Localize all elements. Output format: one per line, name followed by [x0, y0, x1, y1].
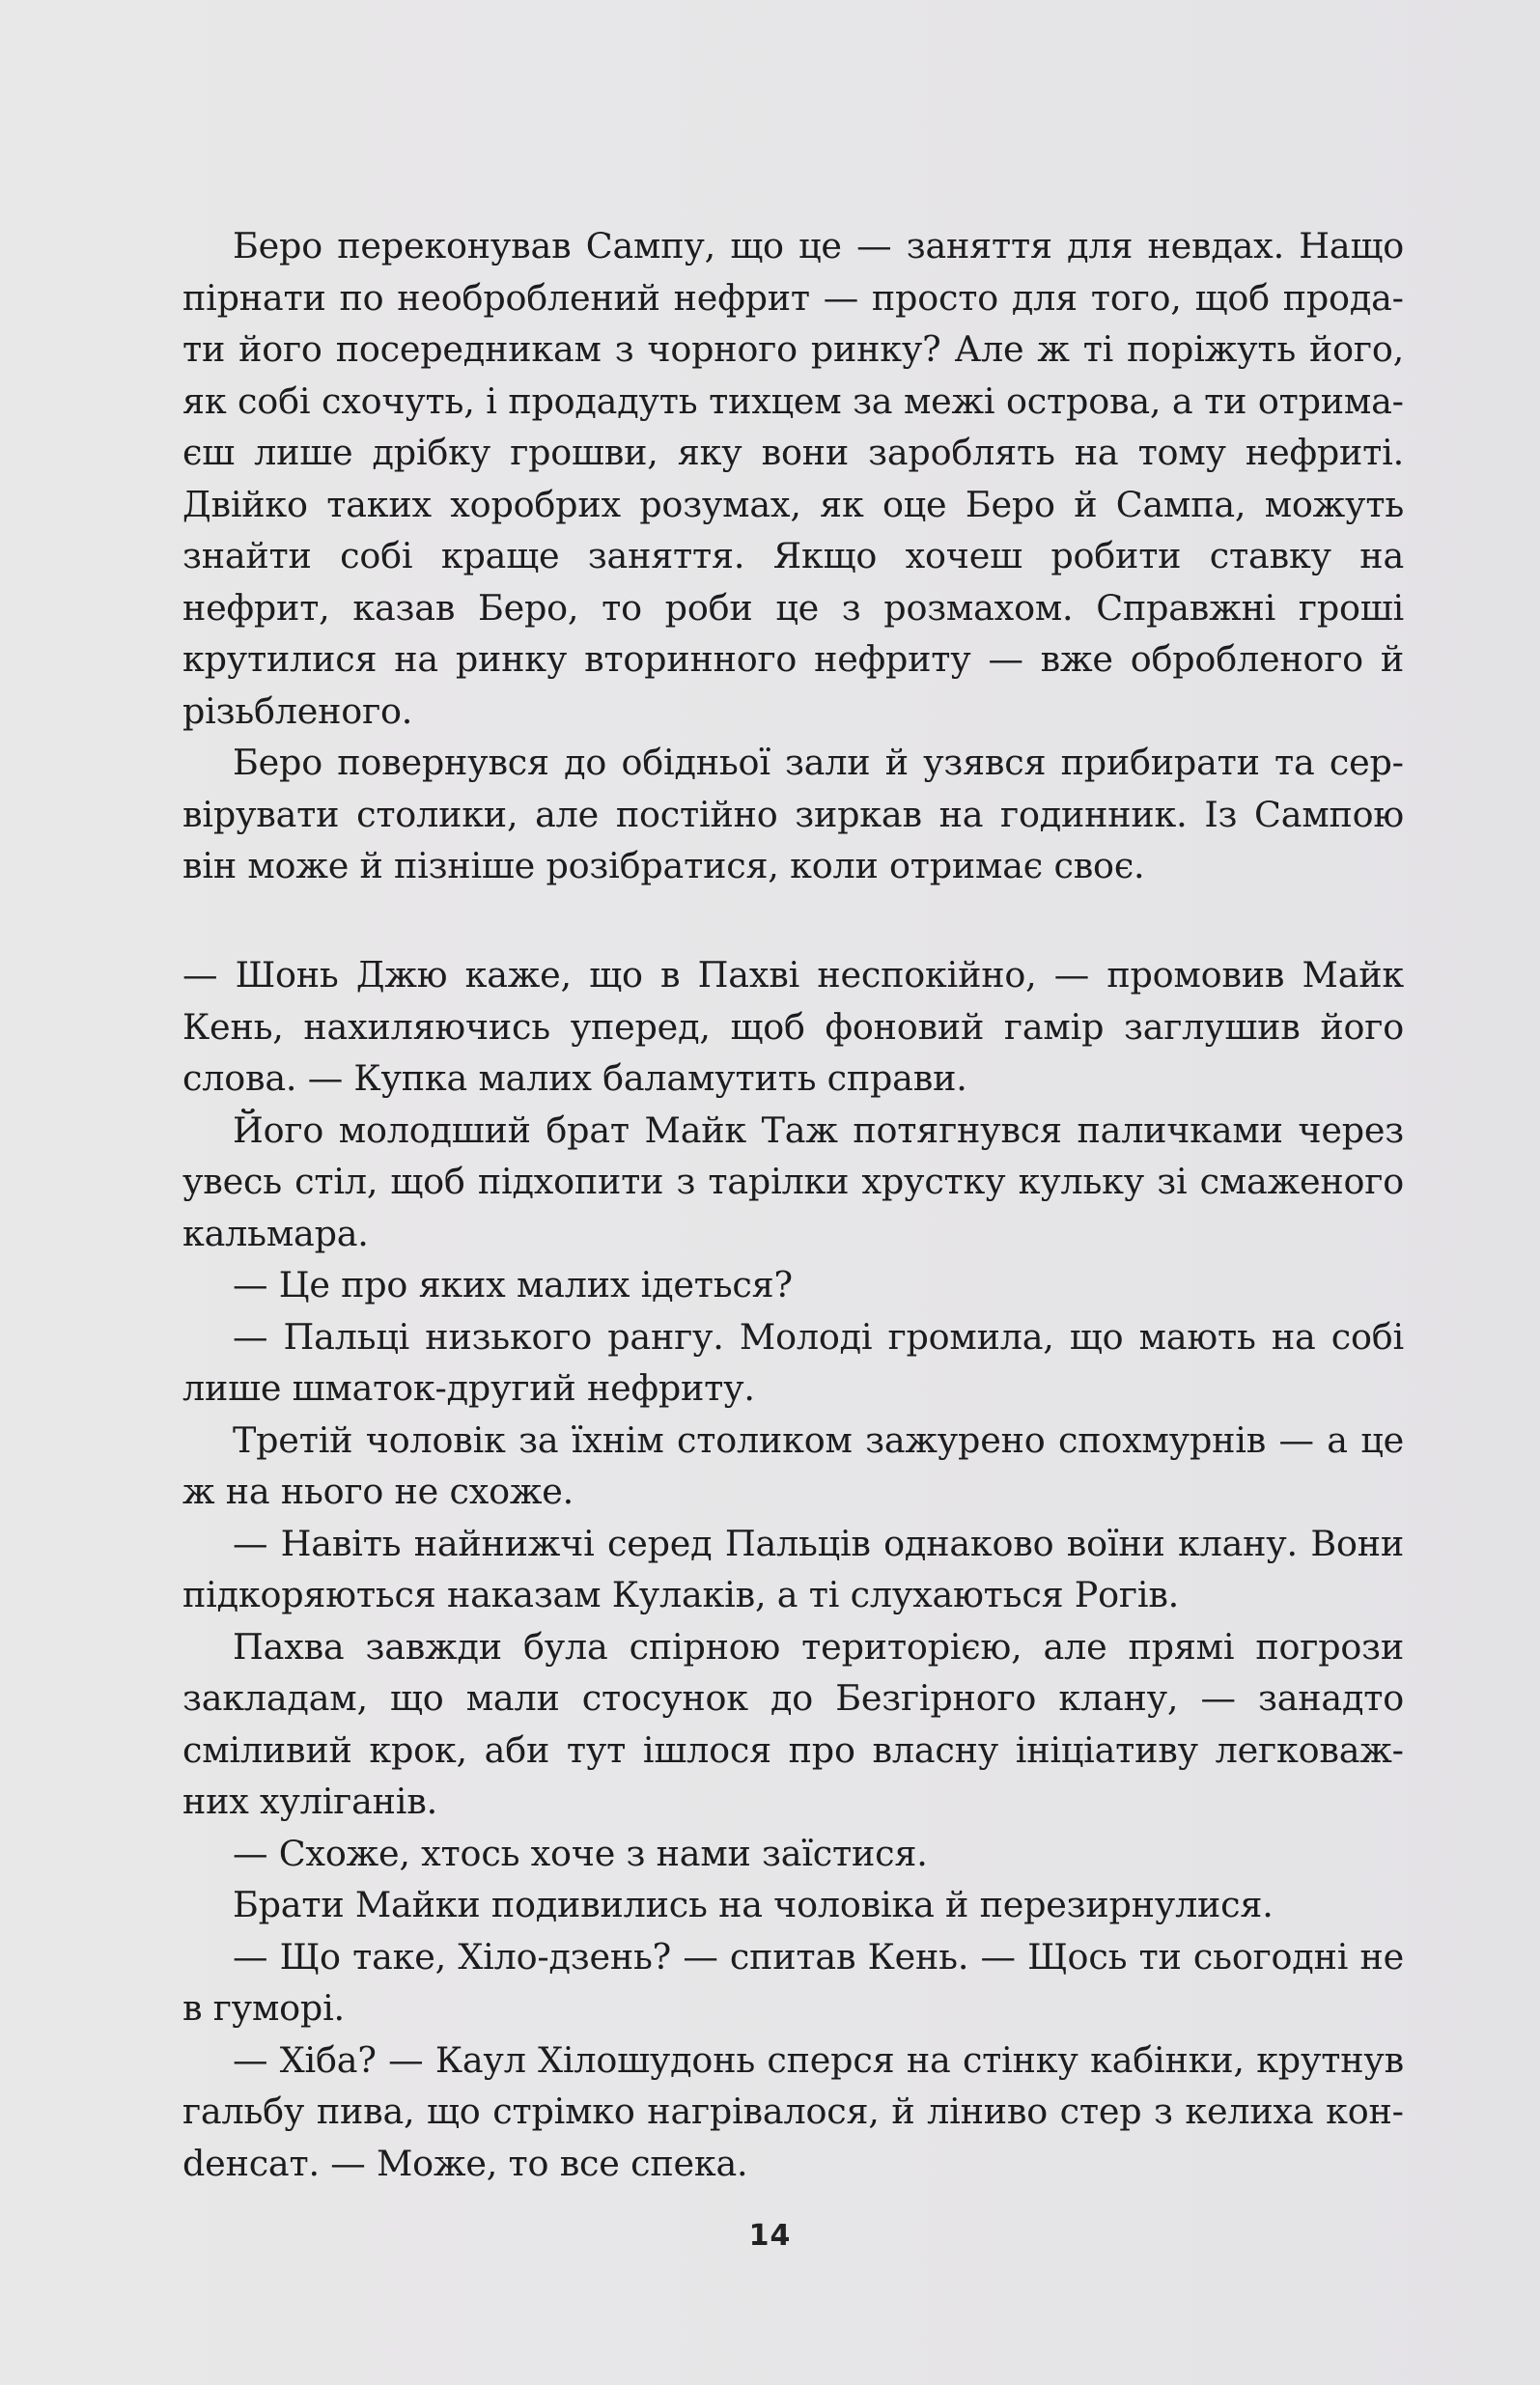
page-number: 14 [748, 2219, 792, 2253]
paragraph: — Пальці низького рангу. Молоді громила, що мають на собі лише шматок-другий нефриту. [182, 1315, 1404, 1409]
paragraph: Пахва завжди була спірною територією, але прямі погрози закладам, що мали стосунок до Безгірного клану, — занадто сміливий крок, аби тут ішлося про власну ініціативу легковажних хуліганів. [182, 1625, 1404, 1822]
paragraph: — Це про яких малих ідеться? [233, 1264, 793, 1305]
paragraph: Третій чоловік за їхнім столиком зажурено спохмурнів — а це ж на нього не схоже. [182, 1418, 1404, 1512]
text-section-one [182, 220, 1404, 892]
text-section-two [182, 949, 1404, 2189]
paragraph: Брати Майки подивились на чоловіка й перезирнулися. [233, 1884, 1274, 1925]
paragraph: — Шонь Джю каже, що в Пахві неспокійно, — промовив Майк Кень, нахиляючись уперед, щоб фоновий гамір заглушив його слова. — Купка малих баламутить справи. [182, 954, 1404, 1099]
paragraph: — Що таке, Хіло-дзень? — спитав Кень. — Щось ти сьогодні не в гуморі. [182, 1935, 1404, 2029]
paragraph: — Навіть найнижчі серед Пальців однаково воїни клану. Вони підкоряються наказам Кулаків, а ті слухаються Рогів. [182, 1522, 1404, 1615]
paragraph: — Схоже, хтось хоче з нами заїстися. [233, 1832, 928, 1874]
paragraph: — Хіба? — Каул Хілошудонь сперся на стінку кабінки, крутнув гальбу пива, що стрімко нагрівалося, й ліниво стер з келиха конdенсат. — Може, то все спека. [182, 2038, 1404, 2184]
paragraph: Його молодший брат Майк Таж потягнувся паличками через увесь стіл, щоб підхопити з тарілки хрустку кульку зі смаженого кальмара. [182, 1108, 1404, 1254]
paragraph: Беро повернувся до обідньої зали й узявся прибирати та сервірувати столики, але постійно зиркав на годинник. Із Сампою він може й пізніше розібратися, коли отримає своє. [182, 742, 1404, 886]
paragraph: Беро переконував Сампу, що це — заняття для невдах. Нащо пірнати по необроблений нефрит — просто для того, щоб продати його посередникам з чорного ринку? Але ж ті поріжуть його, як собі схочуть, і продадуть тихцем за межі острова, а ти отримаєш лише дрібку грошви, яку вони зароблять на тому нефриті. Двійко таких хоробрих розумах, як оце Беро й Сампа, можуть знайти собі краще заняття. Якщо хочеш робити ставку на нефрит, казав Беро, то роби це з розмахом. Справжні гроші крутилися на ринку вторинного нефриту — вже обробленого й різьбленого. [182, 225, 1404, 732]
